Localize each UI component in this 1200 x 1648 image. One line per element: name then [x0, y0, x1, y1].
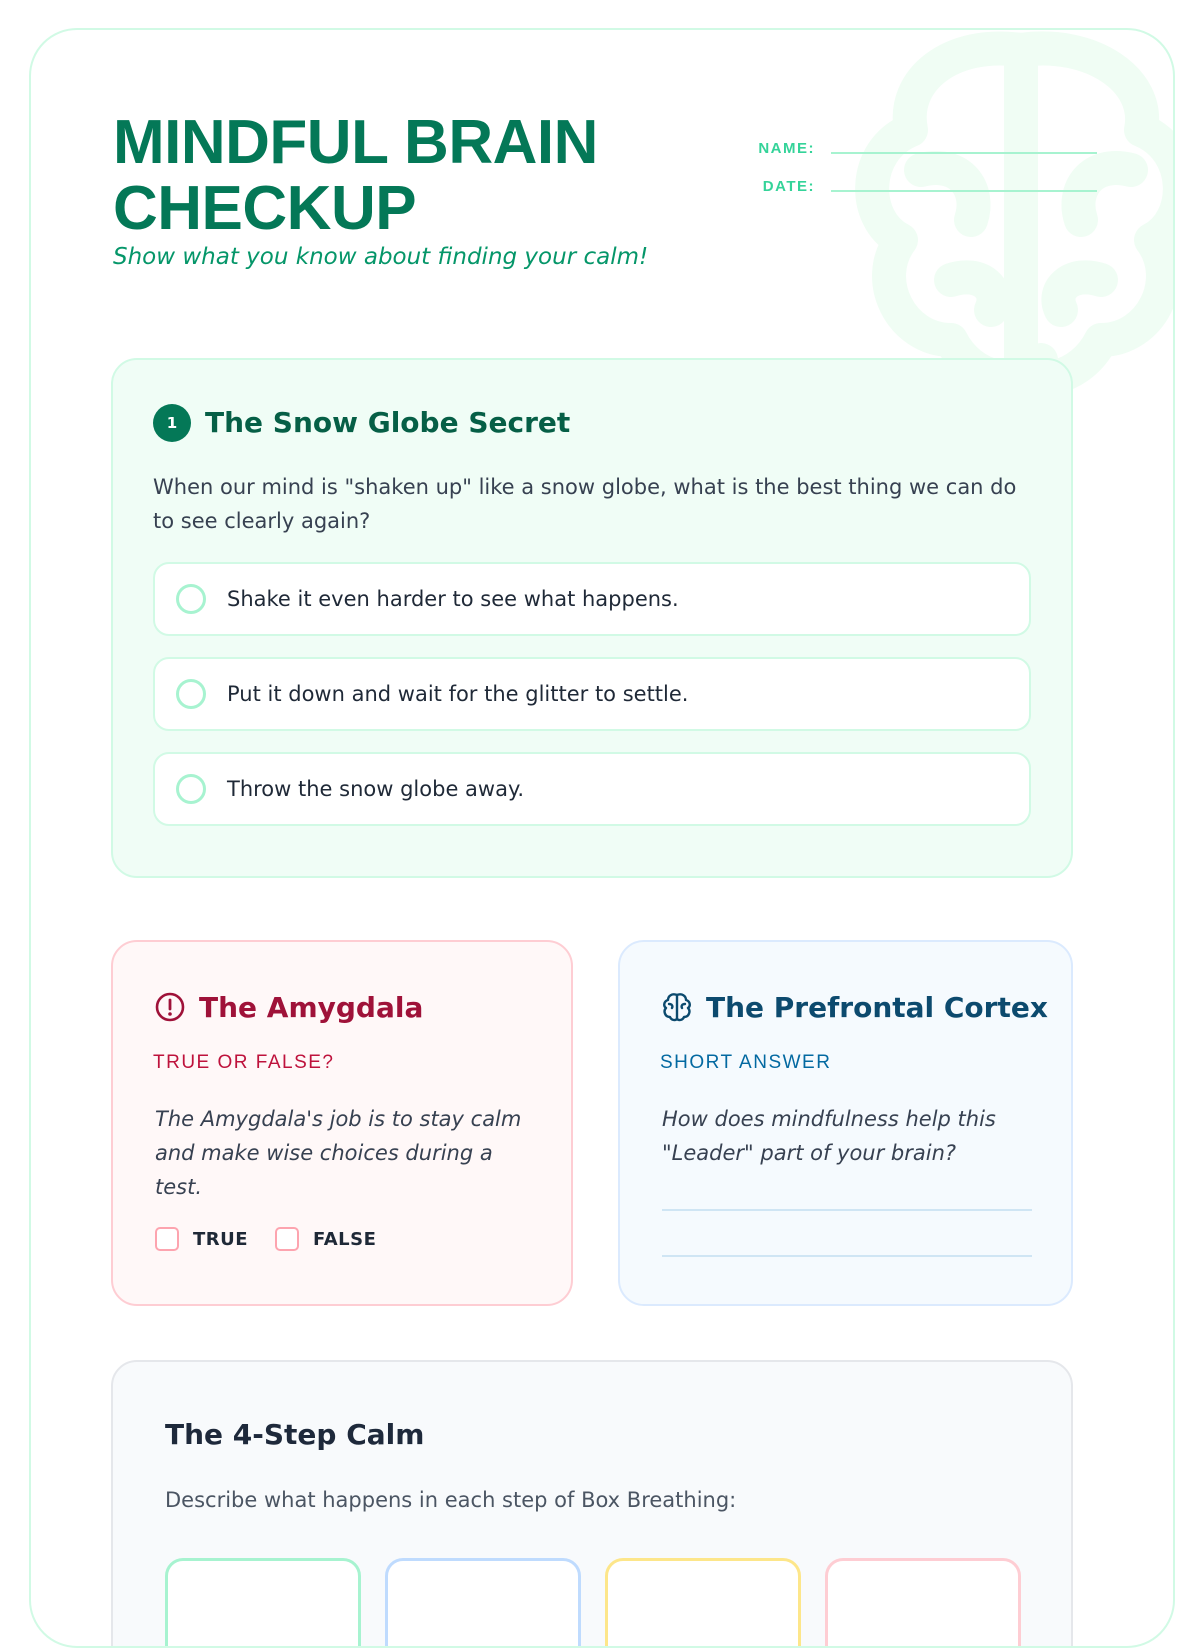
radio-button[interactable] [176, 584, 206, 614]
alert-circle-icon [153, 990, 187, 1024]
radio-button[interactable] [176, 679, 206, 709]
name-input-line[interactable] [831, 152, 1097, 154]
date-input-line[interactable] [831, 190, 1097, 192]
false-option[interactable] [275, 1227, 376, 1251]
step-4-box[interactable] [825, 1558, 1021, 1648]
answer-line-1[interactable] [662, 1209, 1032, 1211]
true-option[interactable] [155, 1227, 248, 1251]
true-label: TRUE [193, 1228, 249, 1250]
name-label: NAME: [758, 140, 815, 157]
question-1-prompt: When our mind is "shaken up" like a snow globe, what is the best thing we can do to see clearly again? [153, 475, 1017, 533]
question-type-tag: SHORT ANSWER [660, 1052, 832, 1073]
option-label: Put it down and wait for the glitter to settle. [227, 682, 689, 706]
false-label: FALSE [313, 1228, 377, 1250]
box-breathing-description: Describe what happens in each step of Box Breathing: [165, 1488, 737, 1512]
question-1-title: The Snow Globe Secret [205, 406, 571, 439]
question-1-card [111, 358, 1073, 878]
name-field[interactable] [731, 140, 1097, 157]
answer-option-1[interactable] [153, 562, 1031, 636]
radio-button[interactable] [176, 774, 206, 804]
amygdala-card [111, 940, 573, 1306]
true-checkbox[interactable] [155, 1227, 179, 1251]
step-3-box[interactable] [605, 1558, 801, 1648]
page-subtitle: Show what you know about finding your calm! [113, 244, 649, 270]
answer-line-2[interactable] [662, 1255, 1032, 1257]
worksheet-page [29, 28, 1175, 1648]
step-2-box[interactable] [385, 1558, 581, 1648]
answer-option-3[interactable] [153, 752, 1031, 826]
page-title: MINDFUL BRAIN CHECKUP [113, 108, 598, 243]
answer-option-2[interactable] [153, 657, 1031, 731]
date-label: DATE: [762, 178, 815, 195]
prefrontal-cortex-card [618, 940, 1073, 1306]
question-number-badge: 1 [153, 404, 191, 442]
box-breathing-card [111, 1360, 1073, 1648]
amygdala-statement: The Amygdala's job is to stay calm and make wise choices during a test. [155, 1107, 522, 1199]
option-label: Shake it even harder to see what happens. [227, 587, 679, 611]
false-checkbox[interactable] [275, 1227, 299, 1251]
brain-icon [660, 990, 694, 1024]
prefrontal-cortex-title: The Prefrontal Cortex [706, 990, 1048, 1024]
prefrontal-question: How does mindfulness help this "Leader" part of your brain? [662, 1107, 996, 1165]
box-breathing-title: The 4-Step Calm [165, 1418, 425, 1451]
step-1-box[interactable] [165, 1558, 361, 1648]
question-type-tag: TRUE OR FALSE? [153, 1052, 335, 1073]
date-field[interactable] [731, 178, 1097, 195]
amygdala-title: The Amygdala [199, 990, 424, 1024]
option-label: Throw the snow globe away. [227, 777, 525, 801]
